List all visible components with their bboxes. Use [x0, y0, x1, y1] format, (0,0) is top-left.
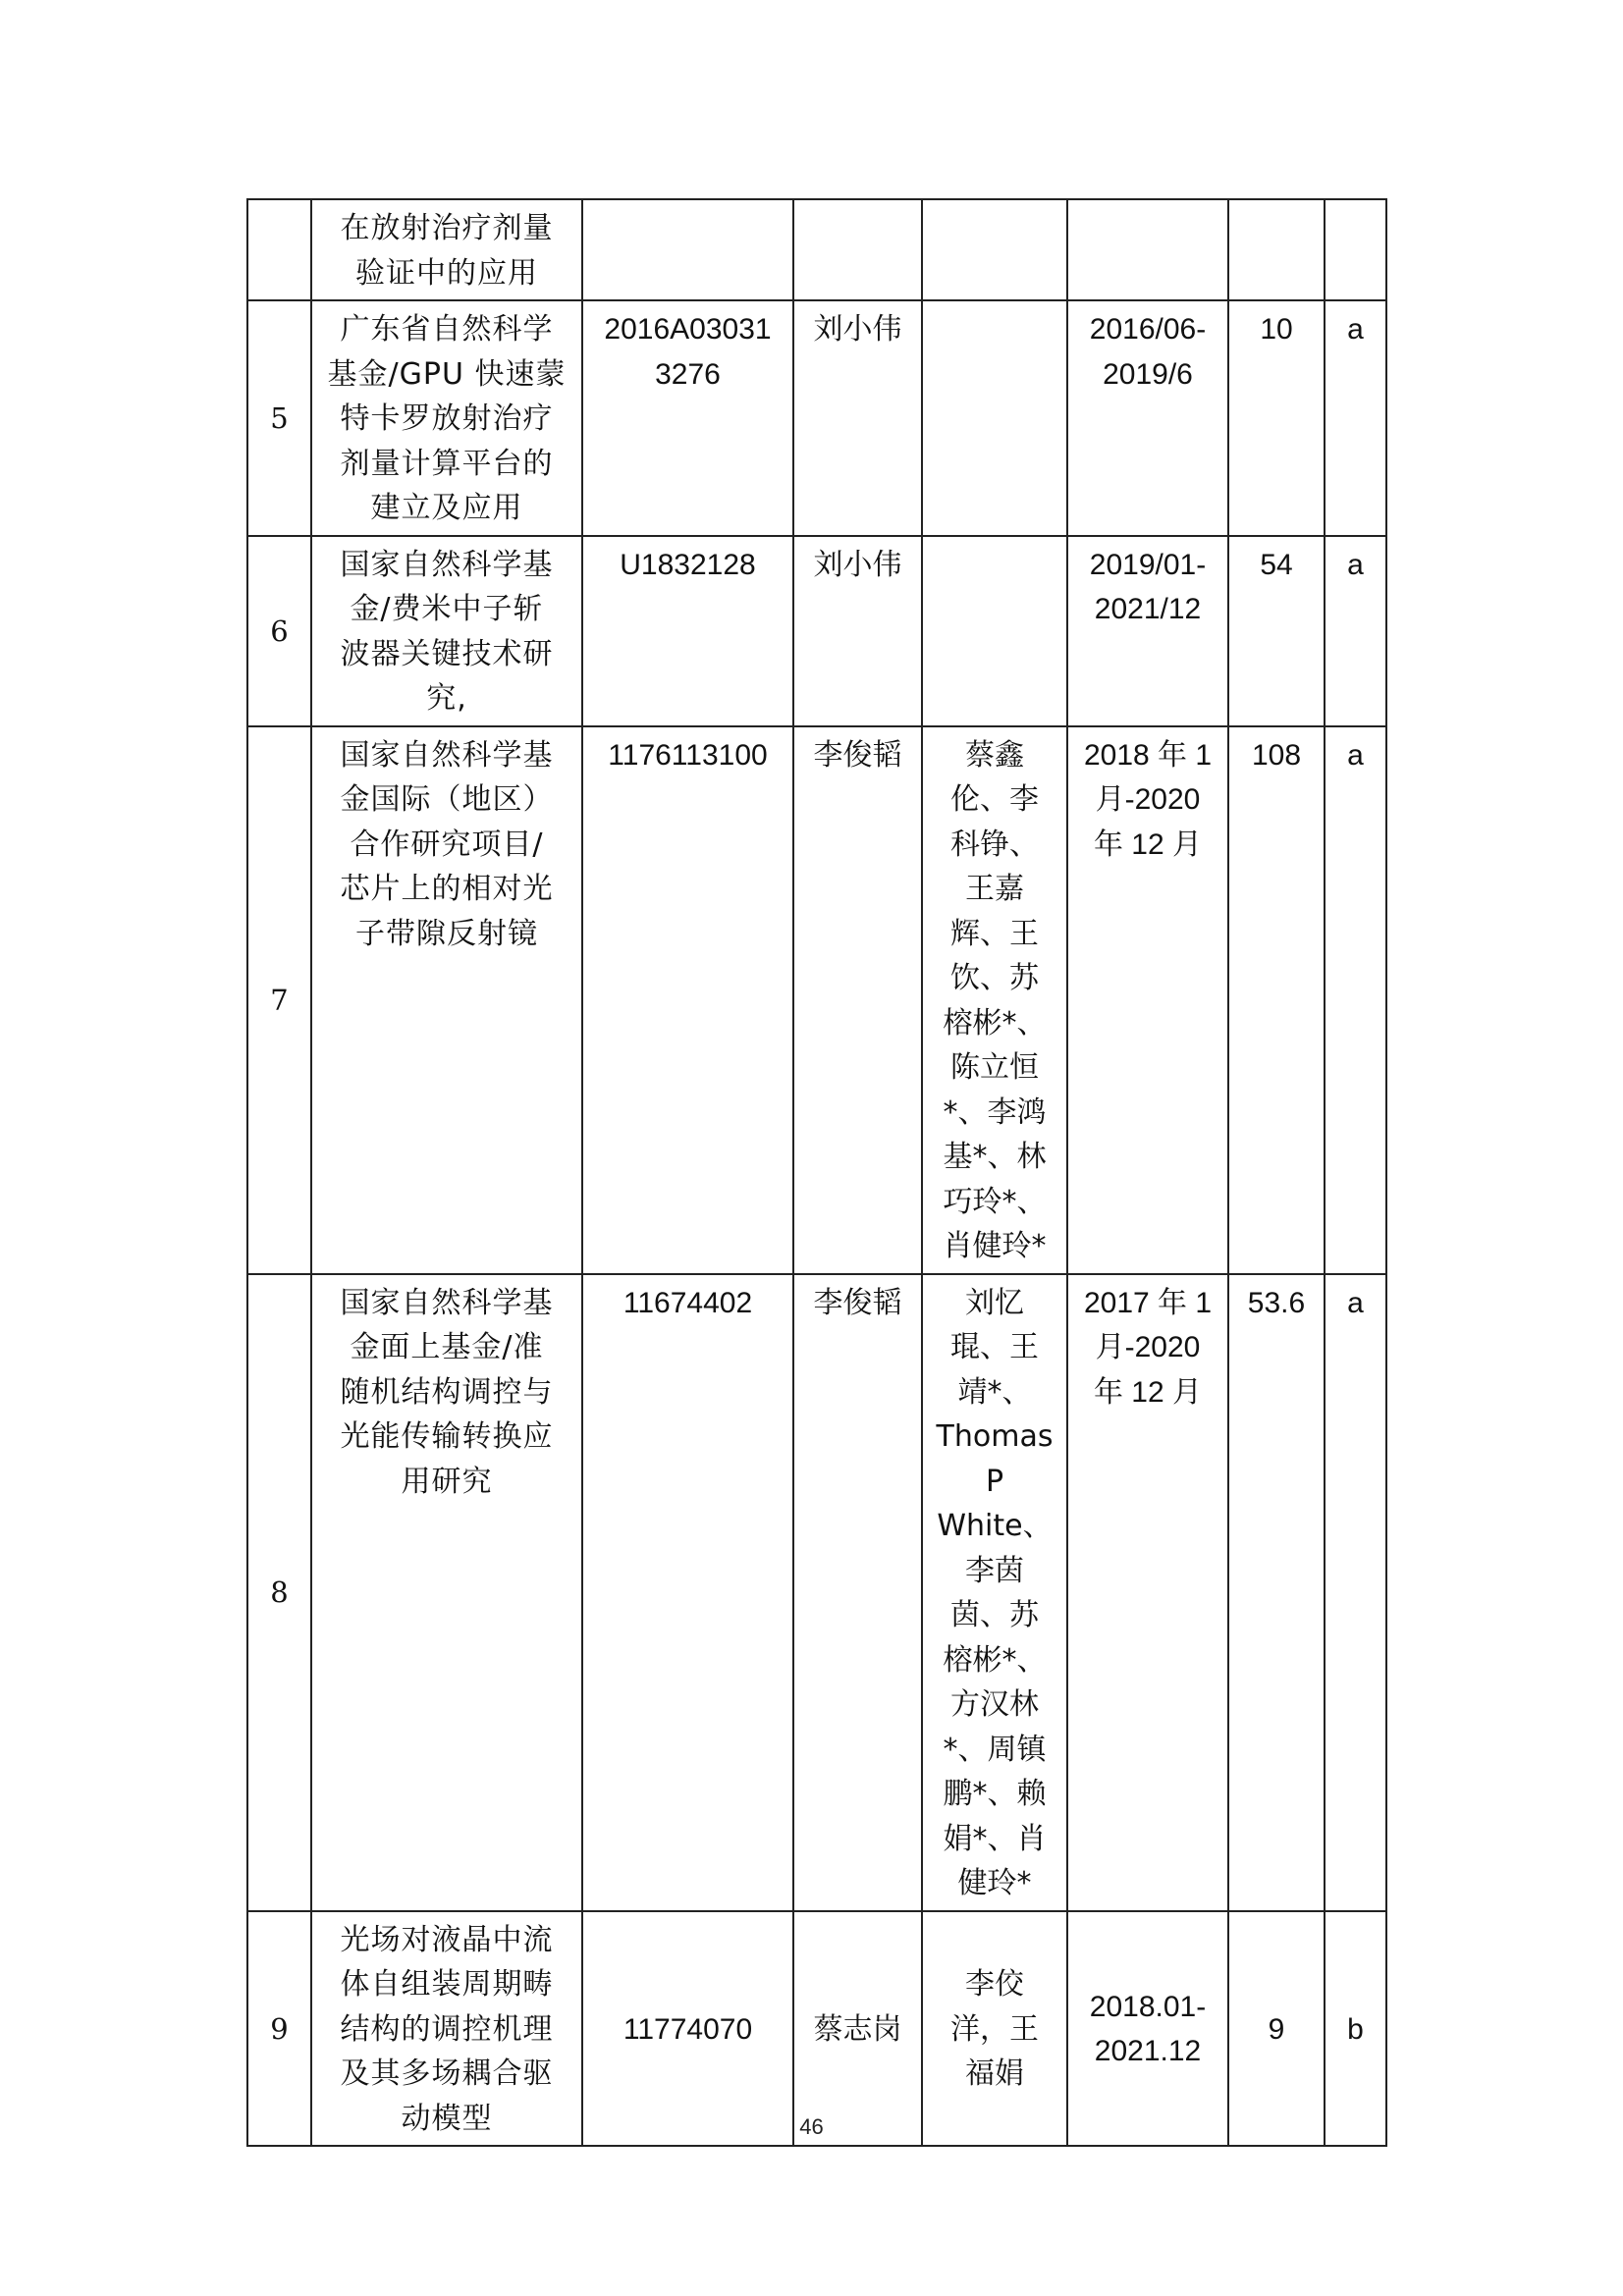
- project-name: 国家自然科学基 金面上基金/准 随机结构调控与 光能传输转换应 用研究: [311, 1274, 582, 1911]
- project-funding: [1228, 199, 1325, 300]
- project-members: [922, 199, 1067, 300]
- project-funding: 9: [1228, 1911, 1325, 2147]
- project-name: 在放射治疗剂量 验证中的应用: [311, 199, 582, 300]
- table-row: [247, 199, 1386, 300]
- table-row: [247, 536, 1386, 726]
- row-number: 8: [247, 1274, 311, 1911]
- row-number: 7: [247, 726, 311, 1274]
- project-code: 11674402: [582, 1274, 793, 1911]
- row-number: [247, 199, 311, 300]
- page-number: 46: [799, 2114, 824, 2139]
- project-grade: [1325, 199, 1386, 300]
- project-leader: 蔡志岗: [793, 1911, 922, 2147]
- project-funding: 53.6: [1228, 1274, 1325, 1911]
- row-number: 6: [247, 536, 311, 726]
- project-members: 刘忆 琨、王 靖*、 Thomas P White、 李茵 茵、苏 榕彬*、 方汉林 *、周镇 鹏*、赖 娟*、肖 健玲*: [922, 1274, 1067, 1911]
- project-period: 2018 年 1 月-2020 年 12 月: [1067, 726, 1228, 1274]
- project-members: [922, 300, 1067, 536]
- project-members: 李佼 洋，王 福娟: [922, 1911, 1067, 2147]
- project-code: 2016A03031 3276: [582, 300, 793, 536]
- row-number: 9: [247, 1911, 311, 2147]
- project-leader: 刘小伟: [793, 536, 922, 726]
- project-name: 广东省自然科学 基金/GPU 快速蒙 特卡罗放射治疗 剂量计算平台的 建立及应用: [311, 300, 582, 536]
- project-funding: 108: [1228, 726, 1325, 1274]
- project-funding: 10: [1228, 300, 1325, 536]
- project-leader: 刘小伟: [793, 300, 922, 536]
- project-period: 2017 年 1 月-2020 年 12 月: [1067, 1274, 1228, 1911]
- project-grade: a: [1325, 300, 1386, 536]
- table-row: [247, 1911, 1386, 2147]
- table-row: [247, 300, 1386, 536]
- project-members: 蔡鑫 伦、李 科铮、 王嘉 辉、王 饮、苏 榕彬*、 陈立恒 *、李鸿 基*、林 巧玲*、 肖健玲*: [922, 726, 1067, 1274]
- project-name: 国家自然科学基 金/费米中子斩 波器关键技术研 究,: [311, 536, 582, 726]
- project-leader: [793, 199, 922, 300]
- project-grade: b: [1325, 1911, 1386, 2147]
- project-code: [582, 199, 793, 300]
- project-table: [246, 198, 1387, 2147]
- project-name: 光场对液晶中流 体自组装周期畴 结构的调控机理 及其多场耦合驱 动模型: [311, 1911, 582, 2147]
- project-leader: 李俊韬: [793, 726, 922, 1274]
- project-funding: 54: [1228, 536, 1325, 726]
- project-period: 2016/06- 2019/6: [1067, 300, 1228, 536]
- project-period: [1067, 199, 1228, 300]
- project-grade: a: [1325, 536, 1386, 726]
- project-code: 11774070: [582, 1911, 793, 2147]
- project-code: 1176113100: [582, 726, 793, 1274]
- row-number: 5: [247, 300, 311, 536]
- project-grade: a: [1325, 1274, 1386, 1911]
- project-name: 国家自然科学基 金国际（地区） 合作研究项目/ 芯片上的相对光 子带隙反射镜: [311, 726, 582, 1274]
- project-leader: 李俊韬: [793, 1274, 922, 1911]
- project-members: [922, 536, 1067, 726]
- project-code: U1832128: [582, 536, 793, 726]
- project-period: 2019/01- 2021/12: [1067, 536, 1228, 726]
- table-row: [247, 1274, 1386, 1911]
- table-row: [247, 726, 1386, 1274]
- project-period: 2018.01- 2021.12: [1067, 1911, 1228, 2147]
- project-grade: a: [1325, 726, 1386, 1274]
